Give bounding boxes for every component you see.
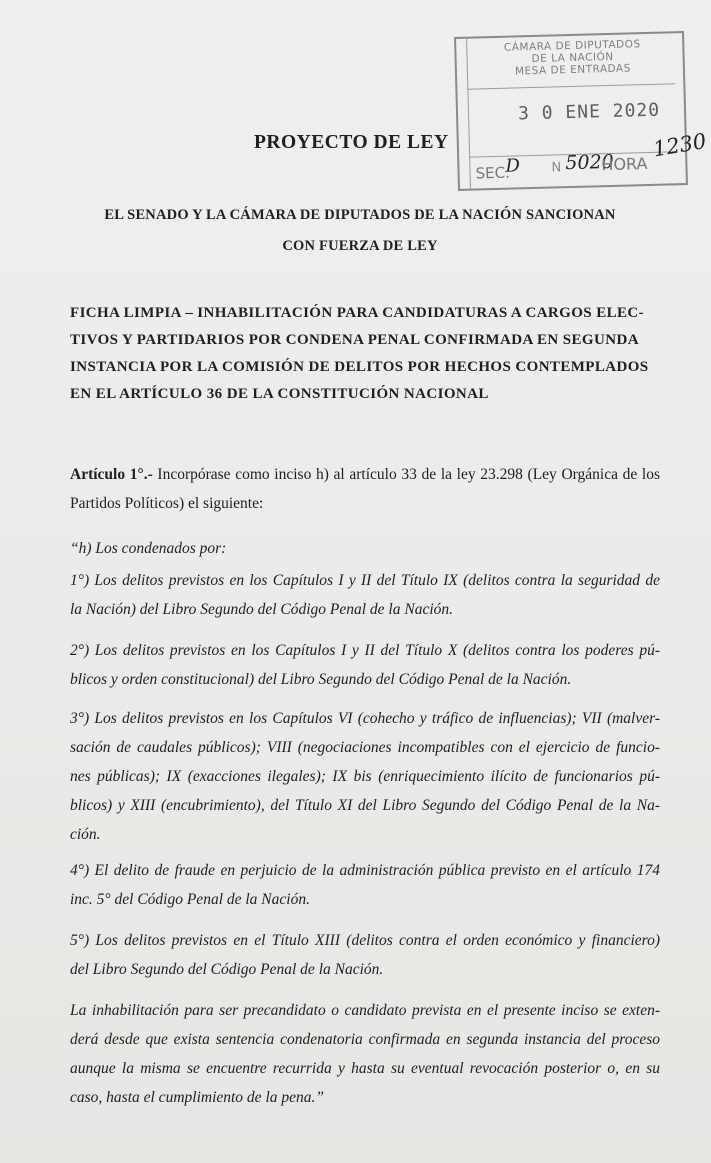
stamp-organization <box>476 37 669 78</box>
stamp-n-label: N <box>551 160 562 176</box>
item-line: 4°) El delito de fraude en perjuicio de la administración pública previsto en el artículo 174 <box>70 862 660 879</box>
heading-line: EN EL ARTÍCULO 36 DE LA CONSTITUCIÓN NACIONAL <box>70 386 489 402</box>
item-5 <box>70 926 660 984</box>
item-2 <box>70 636 660 694</box>
item-line: 5°) Los delitos previstos en el Título XIII (delitos contra el orden económico y financiero) <box>70 932 660 949</box>
closing-paragraph <box>70 996 660 1112</box>
item-line: del Libro Segundo del Código Penal de la Nación. <box>70 961 384 978</box>
closing-line: aunque la misma se encuentre recurrida y hasta su eventual revocación posterior o, en su <box>70 1060 660 1077</box>
stamp-org-line: MESA DE ENTRADAS <box>514 62 631 78</box>
item-line: blicos) y XIII (encubrimiento), del Título XI del Libro Segundo del Código Penal de la Na- <box>70 797 660 814</box>
closing-line: La inhabilitación para ser precandidato o candidato prevista en el presente inciso se exten- <box>70 1002 660 1019</box>
item-line: 1°) Los delitos previstos en los Capítulos I y II del Título IX (delitos contra la seguridad de <box>70 572 660 589</box>
article-text: Partidos Políticos) el siguiente: <box>70 495 264 512</box>
stamp-sec-value: D <box>505 155 521 177</box>
closing-line: caso, hasta el cumplimiento de la pena.” <box>70 1089 324 1106</box>
stamp-divider <box>466 39 471 189</box>
document-title: PROYECTO DE LEY <box>254 132 449 153</box>
article-1 <box>70 460 660 518</box>
stamp-n-value: 5020 <box>565 150 614 175</box>
article-text: Incorpórase como inciso h) al artículo 33 de la ley 23.298 (Ley Orgánica de los <box>152 466 660 483</box>
item-3 <box>70 704 660 849</box>
reception-stamp <box>454 31 708 191</box>
quote-intro: “h) Los condenados por: <box>70 540 227 557</box>
item-line: 3°) Los delitos previstos en los Capítulos VI (cohecho y tráfico de influencias); VII (malver- <box>70 710 660 727</box>
item-line: ción. <box>70 826 101 843</box>
heading-line: TIVOS Y PARTIDARIOS POR CONDENA PENAL CONFIRMADA EN SEGUNDA <box>70 332 639 348</box>
sanction-line: CON FUERZA DE LEY <box>282 238 438 254</box>
stamp-rule <box>467 83 675 89</box>
article-label: Artículo 1°.- <box>70 466 153 483</box>
stamp-hora-value: 1230 <box>651 128 708 162</box>
item-line: nes públicas); IX (exacciones ilegales); IX bis (enriquecimiento ilícito de funcionarios pú- <box>70 768 660 785</box>
item-line: inc. 5° del Código Penal de la Nación. <box>70 891 310 908</box>
heading-line: INSTANCIA POR LA COMISIÓN DE DELITOS POR HECHOS CONTEMPLADOS <box>70 359 649 375</box>
stamp-date: 3 0 ENE 2020 <box>517 99 661 125</box>
item-1 <box>70 566 660 624</box>
stamp-org-line: CÁMARA DE DIPUTADOS <box>503 38 641 54</box>
item-4 <box>70 856 660 914</box>
item-line: la Nación) del Libro Segundo del Código Penal de la Nación. <box>70 601 454 618</box>
stamp-sec-label: SEC. <box>475 163 511 183</box>
item-line: 2°) Los delitos previstos en los Capítulos I y II del Título X (delitos contra los poderes pú- <box>70 642 660 659</box>
item-line: blicos y orden constitucional) del Libro Segundo del Código Penal de la Nación. <box>70 671 572 688</box>
law-heading <box>70 300 660 408</box>
stamp-org-line: DE LA NACIÓN <box>531 50 614 66</box>
heading-line: FICHA LIMPIA – INHABILITACIÓN PARA CANDIDATURAS A CARGOS ELEC- <box>70 305 645 321</box>
sanction-line: EL SENADO Y LA CÁMARA DE DIPUTADOS DE LA NACIÓN SANCIONAN <box>104 207 616 223</box>
closing-line: derá desde que exista sentencia condenatoria confirmada en segunda instancia del proceso <box>70 1031 660 1048</box>
item-line: sación de caudales públicos); VIII (negociaciones incompatibles con el ejercicio de funcio- <box>70 739 660 756</box>
stamp-hora-label: HORA <box>601 154 648 175</box>
